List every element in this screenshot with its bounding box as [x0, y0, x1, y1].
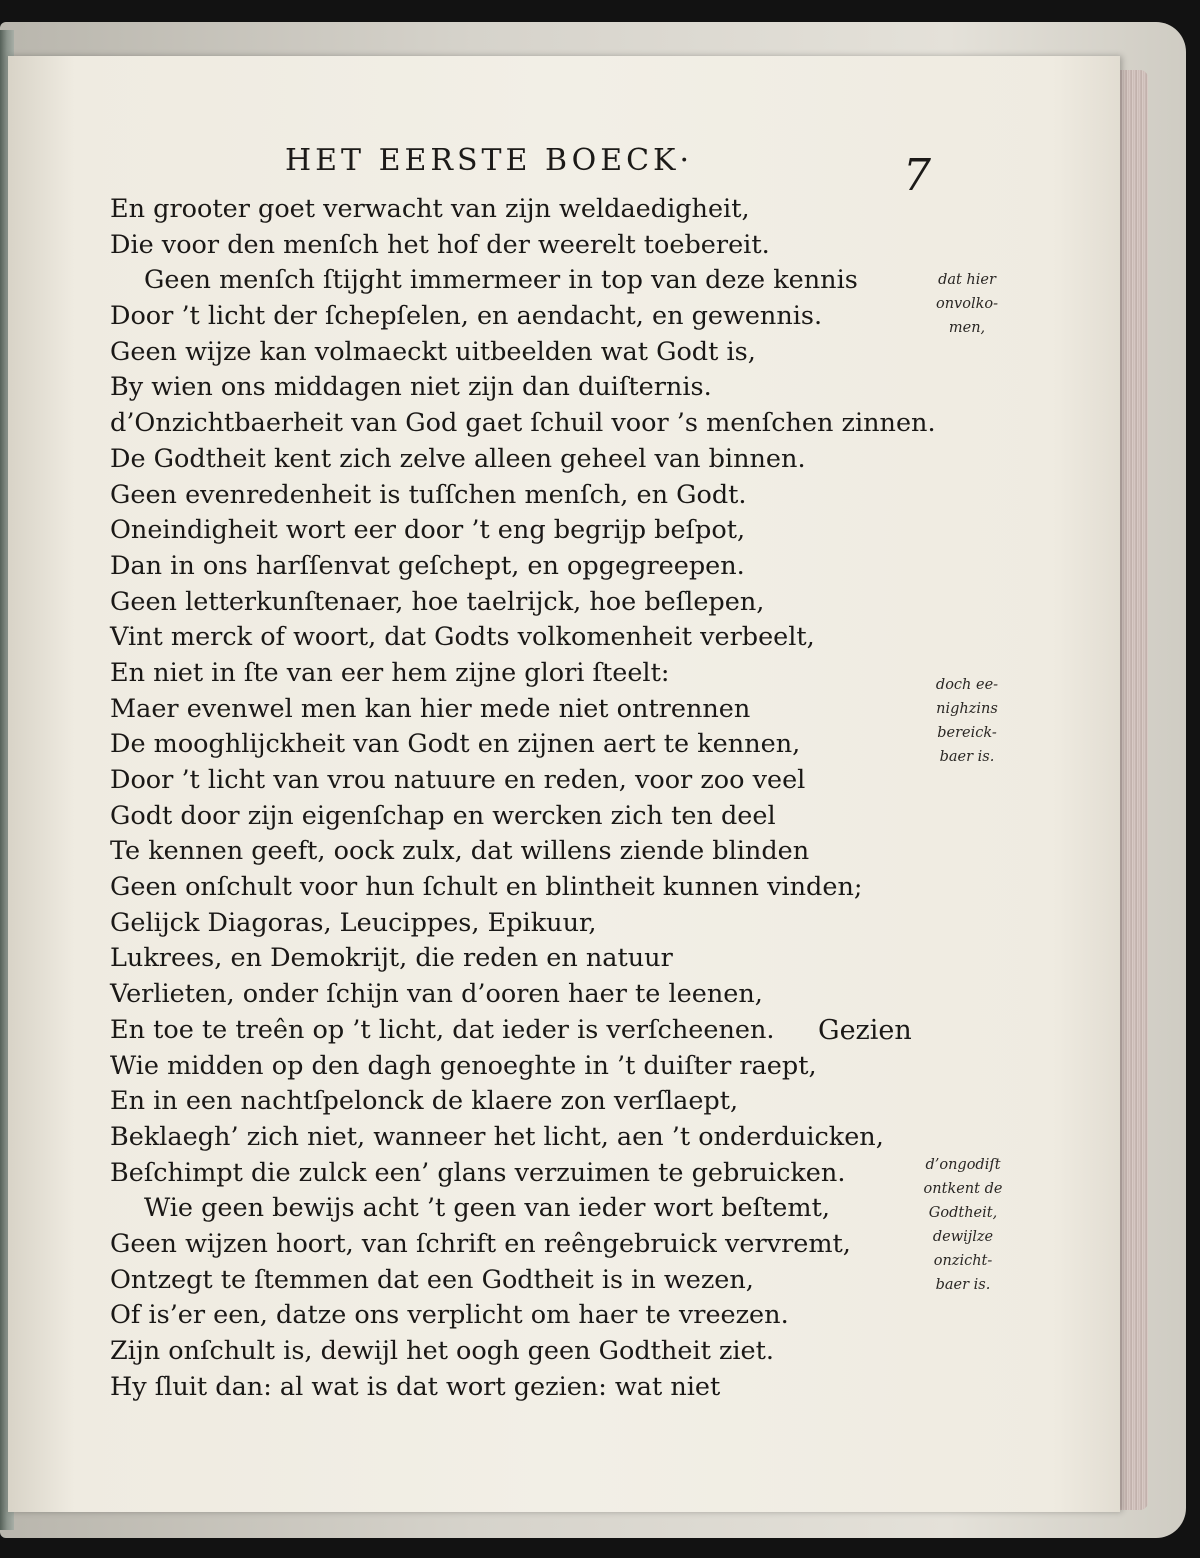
margin-note — [912, 268, 1022, 340]
poem-line: Gelijck Diagoras, Leucippes, Epikuur, — [110, 907, 597, 938]
poem-line: Oneindigheit wort eer door ’t eng begrijp beſpot, — [110, 515, 746, 546]
margin-note-line: Godtheit, — [928, 1205, 998, 1221]
poem-line: Zijn onſchult is, dewijl het oogh geen Godtheit ziet. — [110, 1336, 774, 1366]
poem-line: Godt door zijn eigenſchap en wercken zich ten deel — [110, 800, 776, 831]
poem-line: Dan in ons harſſenvat geſchept, en opgegreepen. — [110, 550, 745, 581]
poem-line: Wie geen bewijs acht ’t geen van ieder wort beſtemt, — [144, 1193, 830, 1224]
poem-line: Of is’er een, datze ons verplicht om haer te vreezen. — [110, 1300, 789, 1331]
margin-note-line: dewijlze — [932, 1229, 994, 1245]
margin-note-line: nighzins — [936, 701, 998, 717]
poem-line: d’Onzichtbaerheit van God gaet ſchuil voor ’s menſchen zinnen. — [110, 408, 936, 439]
margin-note-line: men, — [948, 320, 986, 336]
poem-line: Door ’t licht van vrou natuure en reden, voor zoo veel — [110, 765, 806, 795]
poem-line: En niet in ſte van eer hem zijne glori ſteelt: — [110, 657, 670, 688]
poem-line: En in een nachtſpelonck de klaere zon verſlaept, — [110, 1086, 739, 1117]
poem-line: Lukrees, en Demokrijt, die reden en natuur — [110, 943, 673, 974]
poem-line: En toe te treên op ’t licht, dat ieder is verſcheenen. — [110, 1014, 775, 1045]
poem-line: Te kennen geeft, oock zulx, dat willens ziende blinden — [110, 836, 810, 867]
poem-line: En grooter goet verwacht van zijn weldaedigheit, — [110, 194, 750, 224]
margin-note-line: bereick- — [937, 725, 997, 741]
poem-line: De mooghlijckheit van Godt en zijnen aert te kennen, — [110, 729, 801, 760]
poem-line: Geen evenredenheit is tuſſchen menſch, en Godt. — [110, 479, 747, 510]
poem-line: Door ’t licht der ſchepſelen, en aendacht, en gewennis. — [110, 301, 823, 332]
poem-line: Geen letterkunſtenaer, hoe taelrijck, hoe beſlepen, — [110, 586, 765, 617]
poem-line: Geen onſchult voor hun ſchult en blintheit kunnen vinden; — [110, 872, 863, 903]
poem-line: Verlieten, onder ſchijn van d’ooren haer te leenen, — [110, 979, 763, 1010]
poem-line: Hy ſluit dan: al wat is dat wort gezien: wat niet — [110, 1371, 721, 1402]
poem-line: Vint merck of woort, dat Godts volkomenheit verbeelt, — [110, 622, 815, 653]
poem-line: Geen wijze kan volmaeckt uitbeelden wat Godt is, — [110, 336, 756, 367]
running-title: HET EERSTE BOECK· — [285, 143, 693, 178]
margin-note-line: ontkent de — [923, 1181, 1003, 1197]
margin-note-line: onvolko- — [935, 296, 999, 312]
poem-line: Die voor den menſch het hof der weerelt toebereit. — [110, 229, 770, 260]
catchword: Gezien — [818, 1015, 912, 1046]
poem-line: Ontzegt te ſtemmen dat een Godtheit is in wezen, — [110, 1264, 754, 1295]
margin-note-line: baer is. — [935, 1277, 991, 1293]
poem-line: By wien ons middagen niet zijn dan duiſternis. — [110, 372, 712, 403]
poem-line: Beſchimpt die zulck een’ glans verzuimen te gebruicken. — [110, 1157, 846, 1188]
margin-note-line: baer is. — [939, 749, 995, 765]
margin-note — [908, 1153, 1018, 1297]
poem-line: De Godtheit kent zich zelve alleen geheel van binnen. — [110, 443, 806, 474]
margin-note-line: doch ee- — [935, 677, 999, 693]
margin-note-line: onzicht- — [933, 1253, 993, 1269]
poem-line: Wie midden op den dagh genoeghte in ’t duiſter raept, — [110, 1050, 817, 1081]
poem-line: Geen wijzen hoort, van ſchrift en reêngebruick vervremt, — [110, 1228, 851, 1259]
poem-text — [110, 192, 936, 1405]
margin-note — [912, 673, 1022, 769]
margin-note-line: d’ongodiſt — [925, 1157, 1001, 1173]
poem-line: Geen menſch ſtijght immermeer in top van deze kennis — [144, 265, 858, 296]
poem-line: Beklaegh’ zich niet, wanneer het licht, aen ’t onderduicken, — [110, 1121, 884, 1152]
margin-note-line: dat hier — [938, 272, 996, 288]
page-number: 7 — [903, 150, 931, 201]
poem-line: Maer evenwel men kan hier mede niet ontrennen — [110, 693, 751, 724]
